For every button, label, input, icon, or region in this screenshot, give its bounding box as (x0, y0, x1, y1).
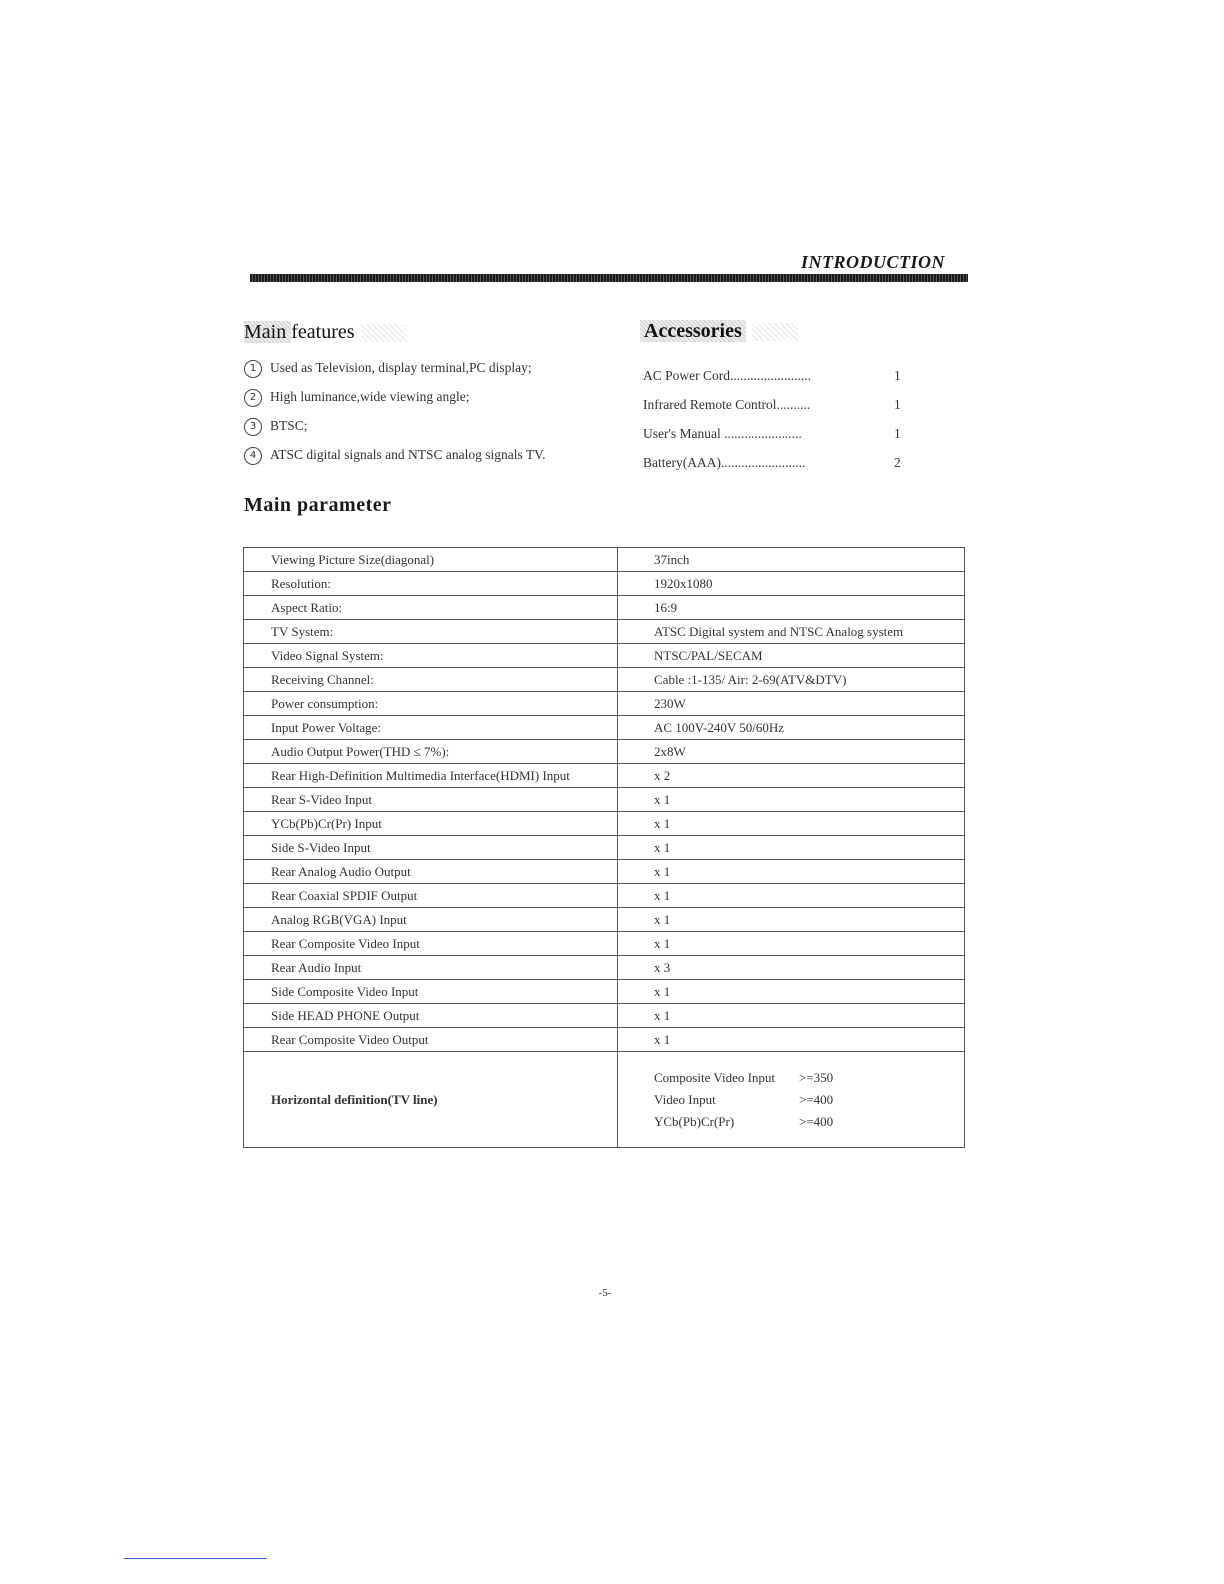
param-label: Side S-Video Input (244, 836, 618, 860)
heading-fade-decoration (752, 323, 798, 341)
circled-number: 2 (244, 389, 262, 407)
table-row (244, 764, 965, 788)
accessory-qty: 1 (894, 368, 901, 383)
hd-line (654, 1067, 964, 1089)
param-value: x 1 (618, 884, 965, 908)
horizontal-definition-values (618, 1052, 965, 1148)
heading-fade-decoration (361, 324, 407, 342)
accessory-name: AC Power Cord........................ (643, 368, 811, 383)
param-label: Side Composite Video Input (244, 980, 618, 1004)
circled-number: 4 (244, 447, 262, 465)
param-value: 2x8W (618, 740, 965, 764)
param-label: Power consumption: (244, 692, 618, 716)
main-features-heading-rest: features (291, 321, 355, 343)
param-value: x 1 (618, 1028, 965, 1052)
footer-rule (124, 1558, 267, 1559)
main-features-heading-highlight: Main (244, 321, 292, 343)
param-value: x 1 (618, 932, 965, 956)
accessory-name: User's Manual ....................... (643, 426, 802, 441)
feature-item (244, 387, 624, 416)
param-label: TV System: (244, 620, 618, 644)
accessory-item (643, 395, 913, 424)
param-value: 1920x1080 (618, 572, 965, 596)
param-label: Aspect Ratio: (244, 596, 618, 620)
param-label: Rear Composite Video Output (244, 1028, 618, 1052)
table-row (244, 548, 965, 572)
accessory-item (643, 424, 913, 453)
param-label: Analog RGB(VGA) Input (244, 908, 618, 932)
hd-name: Composite Video Input (654, 1069, 776, 1085)
circled-number: 3 (244, 418, 262, 436)
param-value: Cable :1-135/ Air: 2-69(ATV&DTV) (618, 668, 965, 692)
table-row (244, 956, 965, 980)
table-row (244, 980, 965, 1004)
param-value: x 1 (618, 908, 965, 932)
table-row (244, 1028, 965, 1052)
table-row (244, 596, 965, 620)
accessory-item (643, 366, 913, 395)
feature-item (244, 445, 624, 474)
param-label: Rear Analog Audio Output (244, 860, 618, 884)
param-label: Video Signal System: (244, 644, 618, 668)
accessories-list (643, 366, 913, 482)
param-value: NTSC/PAL/SECAM (618, 644, 965, 668)
hd-name: YCb(Pb)Cr(Pr) (654, 1113, 735, 1129)
table-row (244, 572, 965, 596)
accessory-name: Infrared Remote Control.......... (643, 397, 811, 412)
param-label: Receiving Channel: (244, 668, 618, 692)
param-value: ATSC Digital system and NTSC Analog system (618, 620, 965, 644)
param-label: Side HEAD PHONE Output (244, 1004, 618, 1028)
param-value: x 3 (618, 956, 965, 980)
param-value: 230W (618, 692, 965, 716)
param-label: Rear Composite Video Input (244, 932, 618, 956)
param-label: Audio Output Power(THD ≤ 7%): (244, 740, 618, 764)
table-row (244, 668, 965, 692)
table-row (244, 884, 965, 908)
accessory-item (643, 453, 913, 482)
param-label: Rear Coaxial SPDIF Output (244, 884, 618, 908)
hd-line (654, 1111, 964, 1133)
table-row (244, 692, 965, 716)
accessory-qty: 1 (894, 426, 901, 441)
hd-line (654, 1089, 964, 1111)
table-row (244, 716, 965, 740)
main-parameter-table (243, 547, 965, 1148)
feature-text: ATSC digital signals and NTSC analog signals TV. (270, 447, 546, 462)
param-value: x 1 (618, 812, 965, 836)
table-row (244, 1004, 965, 1028)
param-value: AC 100V-240V 50/60Hz (618, 716, 965, 740)
hd-value: >=400 (799, 1091, 834, 1107)
table-row (244, 1052, 965, 1148)
table-row (244, 620, 965, 644)
table-row (244, 740, 965, 764)
feature-text: Used as Television, display terminal,PC display; (270, 360, 532, 375)
table-row (244, 812, 965, 836)
param-label: Resolution: (244, 572, 618, 596)
param-label: Rear S-Video Input (244, 788, 618, 812)
header-rule (250, 274, 968, 282)
table-row (244, 908, 965, 932)
param-value: x 1 (618, 788, 965, 812)
horizontal-definition-label: Horizontal definition(TV line) (244, 1052, 618, 1148)
section-header-title: INTRODUCTION (800, 252, 945, 272)
param-label: YCb(Pb)Cr(Pr) Input (244, 812, 618, 836)
table-row (244, 788, 965, 812)
param-label: Input Power Voltage: (244, 716, 618, 740)
param-label: Rear High-Definition Multimedia Interface(HDMI) Input (244, 764, 618, 788)
param-value: 37inch (618, 548, 965, 572)
accessories-heading (636, 316, 802, 346)
accessories-heading-text: Accessories (640, 320, 746, 342)
hd-name: Video Input (654, 1091, 716, 1107)
accessory-name: Battery(AAA)......................... (643, 455, 806, 470)
main-features-list (244, 358, 624, 474)
page-number: -5- (598, 1287, 612, 1299)
main-parameter-heading: Main parameter (244, 494, 392, 516)
main-features-heading (240, 317, 411, 347)
table-row (244, 836, 965, 860)
table-row (244, 644, 965, 668)
feature-item (244, 358, 624, 387)
param-label: Viewing Picture Size(diagonal) (244, 548, 618, 572)
param-value: x 1 (618, 1004, 965, 1028)
circled-number: 1 (244, 360, 262, 378)
table-row (244, 932, 965, 956)
param-value: x 1 (618, 980, 965, 1004)
hd-value: >=400 (799, 1113, 834, 1129)
param-value: 16:9 (618, 596, 965, 620)
hd-value: >=350 (799, 1069, 834, 1085)
feature-item (244, 416, 624, 445)
param-value: x 2 (618, 764, 965, 788)
param-value: x 1 (618, 860, 965, 884)
accessory-qty: 2 (894, 455, 901, 470)
param-label: Rear Audio Input (244, 956, 618, 980)
feature-text: BTSC; (270, 418, 308, 433)
param-value: x 1 (618, 836, 965, 860)
table-row (244, 860, 965, 884)
accessory-qty: 1 (894, 397, 901, 412)
feature-text: High luminance,wide viewing angle; (270, 389, 470, 404)
